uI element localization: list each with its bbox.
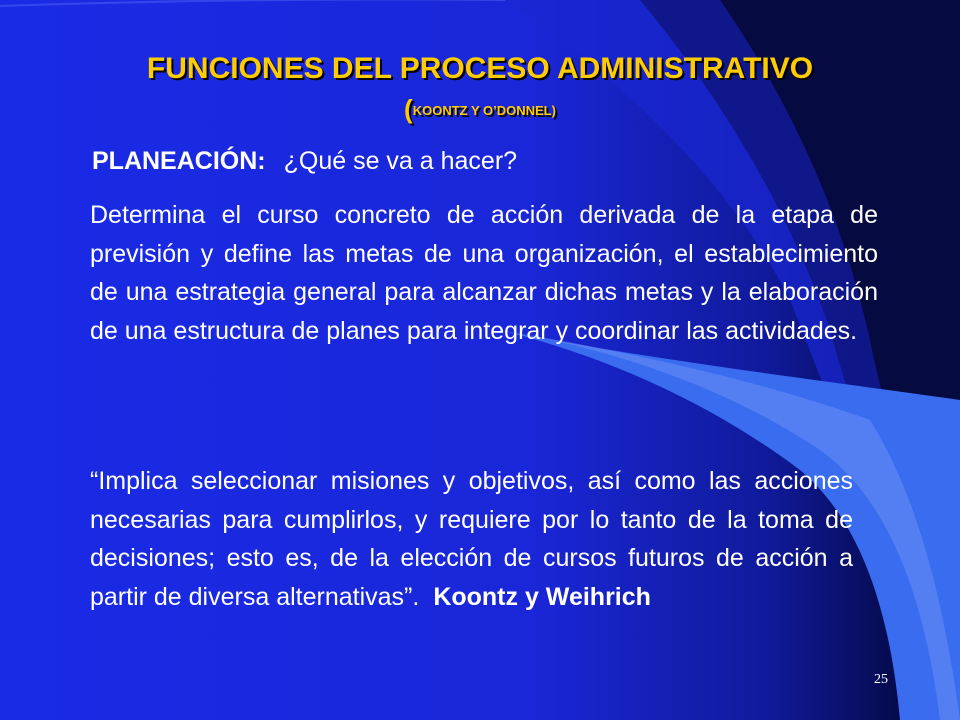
slide-subtitle [0, 94, 960, 125]
subtitle-open-paren: ( [404, 94, 413, 124]
quote-text: “Implica seleccionar misiones y objetivos, así como las acciones necesarias para cumplirlos, y requiere por lo tanto de la toma de decisiones; esto es, de la elección de cursos futuros de acción a partir de diversa alternativas”. [90, 467, 853, 611]
page-number: 25 [874, 672, 888, 687]
heading-question: ¿Qué se va a hacer? [283, 147, 518, 175]
definition-paragraph: Determina el curso concreto de acción derivada de la etapa de previsión y define las metas de una organización, el establecimiento de una estrategia general para alcanzar dichas metas y la elaboración de una estructura de planes para integrar y coordinar las actividades. [90, 201, 878, 345]
slide-title: FUNCIONES DEL PROCESO ADMINISTRATIVO [146, 52, 814, 85]
quote-paragraph [90, 462, 853, 616]
quote-author: Koontz y Weihrich [433, 582, 651, 611]
section-heading [92, 144, 517, 178]
subtitle-text: KOONTZ Y O’DONNEL) [412, 103, 556, 118]
heading-label: PLANEACIÓN: [92, 147, 266, 175]
